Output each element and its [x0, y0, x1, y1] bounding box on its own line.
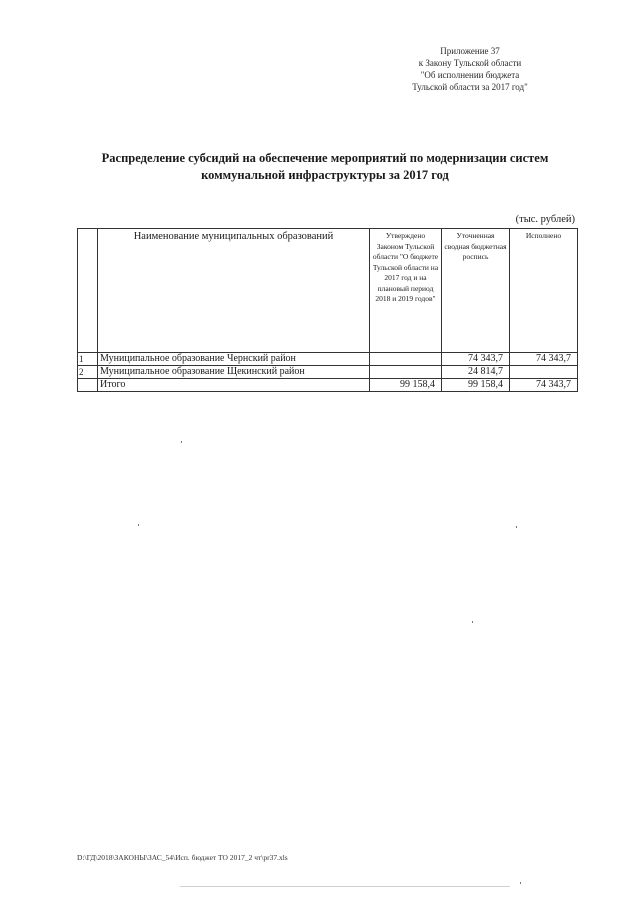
subsidies-table: [77, 228, 578, 392]
table-row: [78, 353, 578, 366]
row-index: [78, 379, 98, 392]
units-label: (тыс. рублей): [515, 214, 575, 225]
annex-line-3: "Об исполнении бюджета: [420, 70, 520, 80]
scan-speck: [520, 882, 521, 884]
table-row: [78, 366, 578, 379]
header-refined: Уточненная сводная бюджетная роспись: [442, 229, 510, 353]
header-name: Наименование муниципальных образований: [98, 229, 370, 353]
annex-line-1: Приложение 37: [440, 46, 500, 56]
row-index: 2: [78, 366, 98, 379]
row-executed: 74 343,7: [510, 379, 578, 392]
annex-line-2: к Закону Тульской области: [418, 58, 522, 68]
header-index: [78, 229, 98, 353]
row-approved: 99 158,4: [370, 379, 442, 392]
scan-speck: [516, 526, 517, 528]
row-refined: 99 158,4: [442, 379, 510, 392]
file-path-footer: D:\ГД\2018\ЗАКОНЫ\ЗАС_54\Исп. бюджет ТО 2017_2 чт\pr37.xls: [77, 853, 288, 862]
scan-rule: [180, 886, 510, 887]
row-approved: [370, 366, 442, 379]
scan-speck: [138, 524, 139, 526]
row-executed: 74 343,7: [510, 353, 578, 366]
title-line-2: коммунальной инфраструктуры за 2017 год: [201, 168, 449, 182]
table-header-row: [78, 229, 578, 353]
scan-speck: [472, 621, 473, 623]
row-refined: 74 343,7: [442, 353, 510, 366]
title-line-1: Распределение субсидий на обеспечение мероприятий по модернизации систем: [101, 151, 549, 165]
row-refined: 24 814,7: [442, 366, 510, 379]
row-approved: [370, 353, 442, 366]
document-title: [60, 150, 590, 184]
table-row-total: [78, 379, 578, 392]
row-index: 1: [78, 353, 98, 366]
header-approved: Утверждено Законом Тульской области "О бюджете Тульской области на 2017 год и на плановый период 2018 и 2019 годов": [370, 229, 442, 353]
annex-line-4: Тульской области за 2017 год": [412, 82, 528, 92]
scan-speck: [181, 441, 182, 443]
annex-header: [380, 45, 560, 93]
header-executed: Исполнено: [510, 229, 578, 353]
row-executed: [510, 366, 578, 379]
row-name: Муниципальное образование Чернский район: [98, 353, 370, 366]
row-name: Итого: [98, 379, 370, 392]
row-name: Муниципальное образование Щекинский район: [98, 366, 370, 379]
